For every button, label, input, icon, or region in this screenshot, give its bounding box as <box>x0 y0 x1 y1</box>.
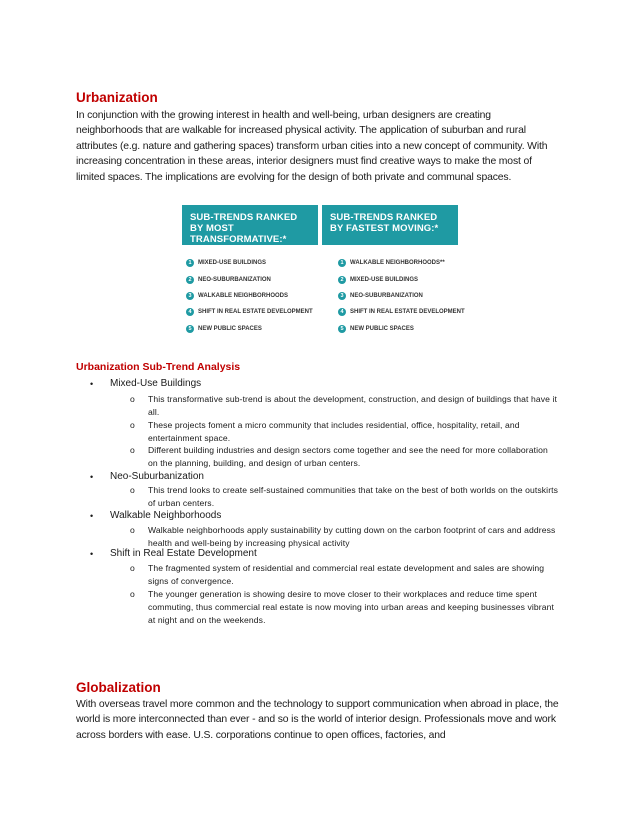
most-transformative-list <box>186 255 322 337</box>
sub-trend-analysis-heading: Urbanization Sub-Trend Analysis <box>76 361 241 373</box>
rank-badge: 2 <box>338 276 346 284</box>
rank-badge: 3 <box>338 292 346 300</box>
bullet-dot: • <box>90 472 94 482</box>
list-item <box>338 271 474 287</box>
list-item-label: NEW PUBLIC SPACES <box>350 325 414 332</box>
sub-bullet-marker: o <box>130 394 135 404</box>
sub-bullet-text: The fragmented system of residential and commercial real estate development and sales are showing signs of convergence. <box>148 563 545 587</box>
list-item-label: SHIFT IN REAL ESTATE DEVELOPMENT <box>198 309 313 316</box>
bullet-dot: • <box>90 511 94 521</box>
list-item-label: MIXED-USE BUILDINGS <box>350 276 419 283</box>
list-item-label: NEO-SUBURBANIZATION <box>350 292 423 299</box>
bullet-label: Mixed-Use Buildings <box>110 378 202 389</box>
list-item-label: NEO-SUBURBANIZATION <box>198 276 271 283</box>
fastest-moving-list <box>338 255 474 337</box>
sub-bullet-text: This transformative sub-trend is about the development, construction, and design of buildings that have it all. <box>148 394 558 418</box>
sub-bullet-text: Different building industries and design sectors come together and see the need for more collaboration on the planning, building, and design of urban centers. <box>148 445 548 469</box>
list-item <box>186 255 322 271</box>
list-item-label: WALKABLE NEIGHBORHOODS** <box>350 260 445 267</box>
rank-badge: 2 <box>186 276 194 284</box>
urbanization-heading: Urbanization <box>76 90 158 105</box>
list-item-label: WALKABLE NEIGHBORHOODS <box>198 292 288 299</box>
rank-badge: 1 <box>186 259 194 267</box>
list-item <box>186 271 322 287</box>
list-item <box>338 321 474 337</box>
rank-badge: 3 <box>186 292 194 300</box>
urbanization-paragraph: In conjunction with the growing interest in health and well-being, urban designers are creating neighborhoods that are walkable for increased physical activity. The application of suburban and rural attributes (e.g. nature and gathering spaces) transform urban cities into a new concept of community. With increasing concentration in these areas, interior designers must find creative ways to make the most of limited spaces. The implications are evolving for the design of both private and communal spaces. <box>76 110 548 183</box>
rank-badge: 5 <box>338 325 346 333</box>
sub-bullet-marker: o <box>130 525 135 535</box>
list-item-label: SHIFT IN REAL ESTATE DEVELOPMENT <box>350 309 465 316</box>
sub-bullet-marker: o <box>130 563 135 573</box>
globalization-paragraph: With overseas travel more common and the technology to support communication when abroad in place, the world is more interconnected than ever - and so is the world of interior design. Professionals move and work across borders with ease. U.S. corporations continue to open offices, factories, and <box>76 699 559 741</box>
bullet-dot: • <box>90 549 94 559</box>
list-item-label: MIXED-USE BUILDINGS <box>198 260 267 267</box>
sub-bullet-text: The younger generation is showing desire to move closer to their workplaces and reduce time spent commuting, thus commercial real estate is now moving into urban areas and keeping businesses vibrant at night and on the weekends. <box>148 589 554 626</box>
bullet-label: Shift in Real Estate Development <box>110 548 257 559</box>
sub-bullet-marker: o <box>130 589 135 599</box>
sub-bullet-text: This trend looks to create self-sustained communities that take on the best of both worlds on the outskirts of urban centers. <box>148 485 559 509</box>
sub-bullet-marker: o <box>130 485 135 495</box>
sub-trends-infographic <box>182 205 465 337</box>
most-transformative-title: SUB-TRENDS RANKED BY MOST TRANSFORMATIVE:* <box>182 205 318 245</box>
list-item <box>338 288 474 304</box>
list-item-label: NEW PUBLIC SPACES <box>198 325 262 332</box>
sub-bullet-marker: o <box>130 420 135 430</box>
bullet-label: Neo-Suburbanization <box>110 471 204 482</box>
bullet-label: Walkable Neighborhoods <box>110 510 222 521</box>
list-item <box>186 288 322 304</box>
bullet-dot: • <box>90 379 94 389</box>
list-item <box>338 304 474 320</box>
sub-bullet-marker: o <box>130 445 135 455</box>
sub-bullet-text: Walkable neighborhoods apply sustainability by cutting down on the carbon footprint of cars and address health and well-being by increasing physical activity <box>148 525 556 549</box>
list-item <box>186 321 322 337</box>
sub-bullet-text: These projects foment a micro community that includes residential, office, hospitality, retail, and entertainment space. <box>148 420 520 444</box>
fastest-moving-title: SUB-TRENDS RANKED BY FASTEST MOVING:* <box>322 205 458 245</box>
globalization-heading: Globalization <box>76 680 161 695</box>
rank-badge: 4 <box>186 308 194 316</box>
list-item <box>186 304 322 320</box>
list-item <box>338 255 474 271</box>
rank-badge: 5 <box>186 325 194 333</box>
rank-badge: 1 <box>338 259 346 267</box>
rank-badge: 4 <box>338 308 346 316</box>
